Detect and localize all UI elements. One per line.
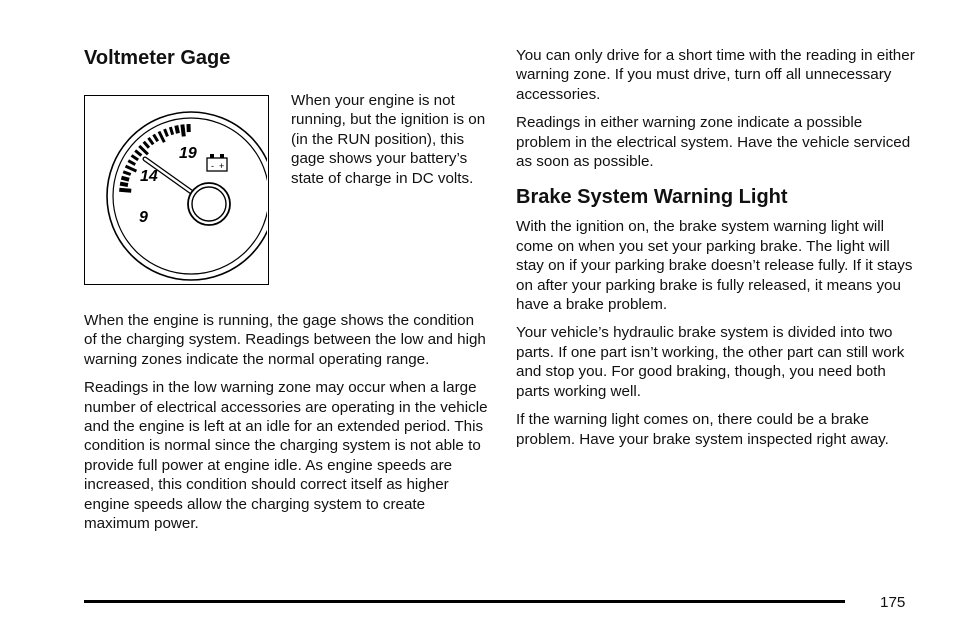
right-intro-paragraph-2: Readings in either warning zone indicate a possible problem in the electrical system. Have the vehicle serviced as soon as possible. xyxy=(516,114,911,171)
gauge-label-high: 19 xyxy=(179,145,197,162)
left-column xyxy=(84,44,488,72)
right-paragraph-2: Your vehicle’s hydraulic brake system is divided into two parts. If one part isn’t working, the other part can still work and stop you. For good braking, though, you need both parts working well. xyxy=(516,324,905,400)
battery-minus: - xyxy=(211,161,214,171)
gauge-description xyxy=(291,91,491,188)
left-paragraph-2: Readings in the low warning zone may occur when a large number of electrical accessories are operating in the vehicle and the engine is left at an idle for an extended period. This condition is normal since the charging system is not able to provide full power at engine idle. As engine speeds are increased, this condition should correct itself as higher engine speeds allow the charging system to create maximum power. xyxy=(84,379,488,533)
voltmeter-heading: Voltmeter Gage xyxy=(84,47,231,69)
right-column xyxy=(516,46,916,449)
left-body xyxy=(84,311,488,533)
gauge-tick xyxy=(159,132,164,143)
gauge-tick xyxy=(154,134,158,141)
gauge-tick xyxy=(182,125,183,137)
footer-rule xyxy=(84,600,845,603)
brake-heading: Brake System Warning Light xyxy=(516,186,788,209)
voltmeter-gauge-icon xyxy=(85,96,267,283)
gauge-tick xyxy=(149,138,154,144)
gauge-tick xyxy=(135,151,141,156)
battery-plus: + xyxy=(219,161,225,171)
right-paragraph-1: With the ignition on, the brake system warning light will come on when you set your parking brake. The light will stay on if your parking brake doesn’t release fully. If it stays on after your parking brake is fully released, it means you have a brake problem. xyxy=(516,218,913,314)
gauge-tick xyxy=(144,142,149,148)
gauge-tick xyxy=(170,127,172,135)
right-intro-paragraph-1: You can only drive for a short time with the reading in either warning zone. If you must drive, turn off all unnecessary accessories. xyxy=(516,47,915,103)
gauge-tick xyxy=(128,161,135,165)
gauge-tick xyxy=(125,166,136,171)
left-paragraph-1: When the engine is running, the gage shows the condition of the charging system. Readings between the low and high warning zones indicate the normal operating range. xyxy=(84,312,486,368)
gauge-tick xyxy=(165,129,168,136)
voltmeter-gauge-illustration xyxy=(84,95,269,285)
gauge-tick xyxy=(121,178,129,180)
gauge-tick xyxy=(132,155,139,160)
gauge-label-low: 9 xyxy=(139,209,148,226)
gauge-tick xyxy=(119,190,131,191)
gauge-tick xyxy=(176,126,178,134)
right-paragraph-3: If the warning light comes on, there could be a brake problem. Have your brake system inspected right away. xyxy=(516,411,889,448)
gauge-tick xyxy=(123,172,131,175)
gauge-paragraph: When your engine is not running, but the ignition is on (in the RUN position), this gage shows your battery’s state of charge in DC volts. xyxy=(291,92,486,187)
gauge-label-mid: 14 xyxy=(140,168,158,185)
gauge-tick xyxy=(120,184,128,185)
page-number: 175 xyxy=(880,594,906,611)
